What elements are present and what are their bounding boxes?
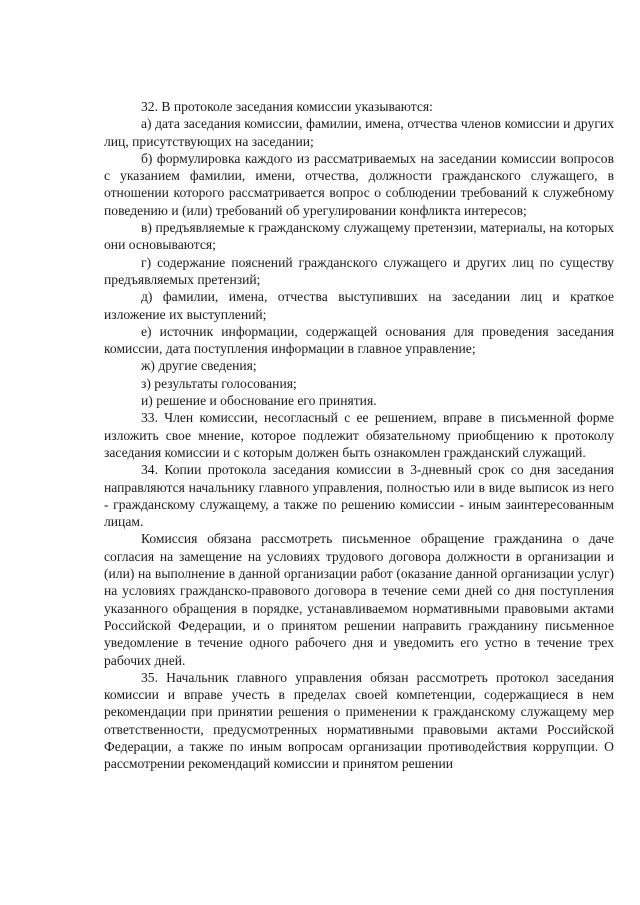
- paragraph-33: 33. Член комиссии, несогласный с ее решением, вправе в письменной форме изложить свое мнение, которое подлежит обязательному приобщению к протоколу заседания комиссии и с которым должен быть ознакомлен гражданский служащий.: [104, 410, 614, 460]
- paragraph-35: 35. Начальник главного управления обязан рассмотреть протокол заседания комиссии и вправе учесть в пределах своей компетенции, содержащиеся в нем рекомендации при принятии решения о применении к гражданскому служащему мер ответственности, предусмотренных нормативными правовыми актами Российской Федерации, а также по иным вопросам организации противодействия коррупции. О рассмотрении рекомендаций комиссии и принятом решении: [104, 669, 614, 772]
- paragraph-32-heading: 32. В протоколе заседания комиссии указываются:: [141, 99, 433, 114]
- paragraph-32-v: в) предъявляемые к гражданскому служащему претензии, материалы, на которых они основываются;: [104, 220, 614, 253]
- paragraph-34: 34. Копии протокола заседания комиссии в 3-дневный срок со дня заседания направляются начальнику главного управления, полностью или в виде выписок из него - гражданскому служащему, а также по решению комиссии - иным заинтересованным лицам.: [104, 462, 614, 530]
- paragraph-32-zh: ж) другие сведения;: [141, 358, 257, 374]
- paragraph-32-a: а) дата заседания комиссии, фамилии, имена, отчества членов комиссии и других лиц, присутствующих на заседании;: [104, 116, 614, 149]
- paragraph-commission-duty: Комиссия обязана рассмотреть письменное обращение гражданина о даче согласия на замещение на условиях трудового договора должности в организации и (или) на выполнение в данной организации работ (оказание данной организации услуг) на условиях гражданско-правового договора в течение семи дней со дня поступления указанного обращения в порядке, устанавливаемом нормативными правовыми актами Российской Федерации, и о принятом решении направить гражданину письменное уведомление в течение одного рабочего дня и уведомить его устно в течение трех рабочих дней.: [104, 531, 614, 668]
- paragraph-32-g: г) содержание пояснений гражданского служащего и других лиц по существу предъявляемых претензий;: [104, 254, 614, 287]
- paragraph-32-i: и) решение и обоснование его принятия.: [141, 393, 377, 409]
- paragraph-32-d: д) фамилии, имена, отчества выступивших на заседании лиц и краткое изложение их выступлений;: [104, 289, 614, 322]
- paragraph-32-e: е) источник информации, содержащей основания для проведения заседания комиссии, дата поступления информации в главное управление;: [104, 323, 614, 357]
- document-page: [104, 98, 614, 773]
- paragraph-32-b: б) формулировка каждого из рассматриваемых на заседании комиссии вопросов с указанием фамилии, имени, отчества, должности гражданского служащего, в отношении которого рассматривается вопрос о соблюдении требований к служебному поведению и (или) требований об урегулировании конфликта интересов;: [104, 150, 614, 218]
- paragraph-32-z: з) результаты голосования;: [141, 375, 297, 391]
